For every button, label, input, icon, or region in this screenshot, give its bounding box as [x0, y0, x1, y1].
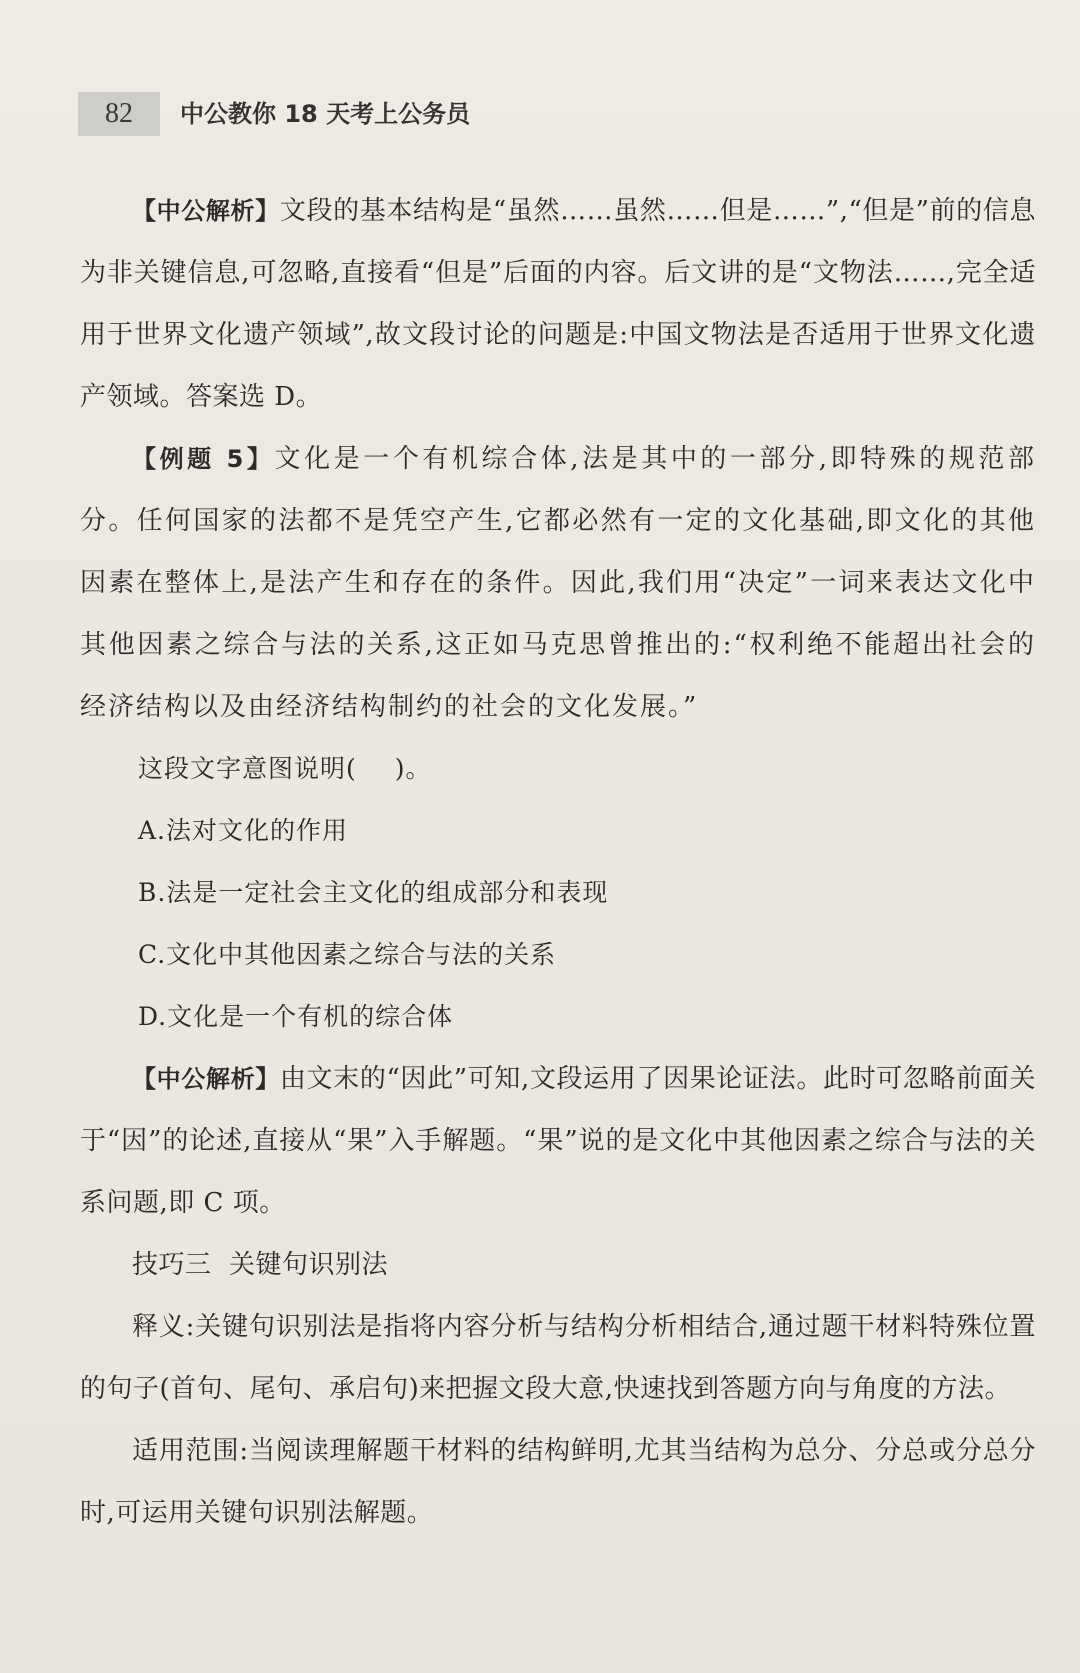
option-a: A.法对文化的作用 [138, 816, 349, 845]
example-tag: 【例题 5】 [132, 445, 275, 473]
page-content [80, 180, 1036, 1544]
analysis-text: 文段的基本结构是“虽然……虽然……但是……”,“但是”前的信息为非关键信息,可忽略,直接看“但是”后面的内容。后文讲的是“文物法……,完全适用于世界文化遗产领域”,故文段讨论的问题是:中国文物法是否适用于世界文化遗产领域。答案选 D。 [80, 196, 1036, 412]
page-header [78, 92, 978, 136]
question-prefix: 这段文字意图说明( [138, 754, 357, 783]
analysis-paragraph-1 [80, 180, 1036, 428]
example-text: 文化是一个有机综合体,法是其中的一部分,即特殊的规范部分。任何国家的法都不是凭空产生,它都必然有一定的文化基础,即文化的其他因素在整体上,是法产生和存在的条件。因此,我们用“决定”一词来表达文化中其他因素之综合与法的关系,这正如马克思曾推出的:“权利绝不能超出社会的经济结构以及由经济结构制约的社会的文化发展。” [80, 444, 1037, 722]
page-number: 82 [78, 92, 160, 136]
technique-title: 技巧三 关键句识别法 [132, 1250, 389, 1280]
question-suffix: )。 [394, 754, 432, 783]
option-c: C.文化中其他因素之综合与法的关系 [138, 940, 557, 969]
option-d: D.文化是一个有机的综合体 [138, 1002, 454, 1031]
analysis-paragraph-2 [80, 1048, 1036, 1234]
technique-scope: 适用范围:当阅读理解题干材料的结构鲜明,尤其当结构为总分、分总或分总分时,可运用关键句识别法解题。 [80, 1436, 1036, 1528]
running-title: 中公教你 18 天考上公务员 [180, 100, 471, 128]
option-b: B.法是一定社会主文化的组成部分和表现 [138, 878, 609, 907]
analysis-text: 由文末的“因此”可知,文段运用了因果论证法。此时可忽略前面关于“因”的论述,直接从“果”入手解题。“果”说的是文化中其他因素之综合与法的关系问题,即 C 项。 [80, 1064, 1036, 1218]
technique-definition: 释义:关键句识别法是指将内容分析与结构分析相结合,通过题干材料特殊位置的句子(首句、尾句、承启句)来把握文段大意,快速找到答题方向与角度的方法。 [80, 1312, 1036, 1404]
analysis-tag: 【中公解析】 [132, 197, 280, 225]
question-stem [80, 738, 1036, 800]
analysis-tag: 【中公解析】 [132, 1065, 280, 1093]
example-5-paragraph [80, 428, 1036, 738]
